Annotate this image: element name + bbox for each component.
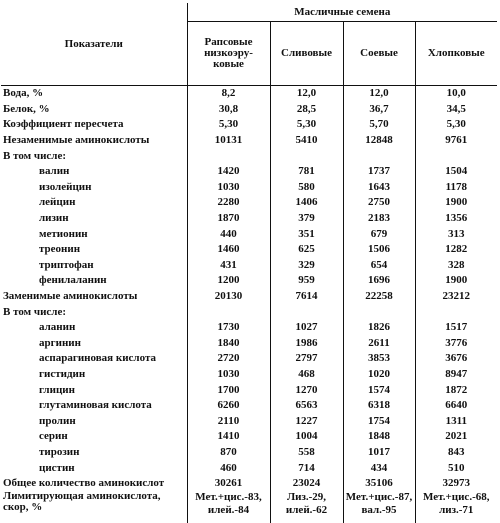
seed-group-header: Масличные семена [187,3,497,22]
row-value: 1643 [343,180,415,196]
row-value: 10131 [187,133,270,149]
row-value: 1848 [343,429,415,445]
row-value: 434 [343,460,415,476]
row-value [343,148,415,164]
row-value: 1020 [343,367,415,383]
row-value: 1506 [343,242,415,258]
row-value: 2797 [270,351,343,367]
column-header-soy: Соевые [343,22,415,86]
table-row [1,148,497,164]
table-body [1,86,497,523]
row-label: Лимитирующая аминокислота, скор, % [1,491,187,523]
row-value: 1027 [270,320,343,336]
table-row [1,133,497,149]
row-value: 1900 [415,273,497,289]
row-value [415,304,497,320]
row-value: 30261 [187,476,270,492]
row-value: 379 [270,211,343,227]
row-value: 34,5 [415,102,497,118]
table-row [1,382,497,398]
row-value: 1178 [415,180,497,196]
indicator-header: Показатели [1,3,187,86]
row-value: 12,0 [343,86,415,102]
table-row [1,445,497,461]
row-value: 6640 [415,398,497,414]
row-value: 2720 [187,351,270,367]
row-value: 12848 [343,133,415,149]
table-row [1,413,497,429]
row-value: 8947 [415,367,497,383]
table-row [1,273,497,289]
column-header-plum: Сливовые [270,22,343,86]
row-label: Вода, % [1,86,187,102]
row-value: 431 [187,258,270,274]
row-value: 1410 [187,429,270,445]
row-value: 1200 [187,273,270,289]
row-label: глицин [1,382,187,398]
table-row [1,289,497,305]
row-value: 1356 [415,211,497,227]
row-value: 1517 [415,320,497,336]
row-value: Мет.+цис.-87, вал.-95 [343,491,415,523]
row-value: 1420 [187,164,270,180]
row-value [343,304,415,320]
row-value: 1840 [187,336,270,352]
row-value: 351 [270,226,343,242]
row-value: 5,30 [270,117,343,133]
row-label: Коэффициент пересчета [1,117,187,133]
row-value: 959 [270,273,343,289]
row-value: 1270 [270,382,343,398]
row-value [187,148,270,164]
row-value: 5410 [270,133,343,149]
table-row [1,367,497,383]
row-label: аргинин [1,336,187,352]
row-value: 1460 [187,242,270,258]
row-label: В том числе: [1,148,187,164]
row-label: валин [1,164,187,180]
row-value [270,304,343,320]
row-label: аспарагиновая кислота [1,351,187,367]
table-row [1,304,497,320]
row-value: 9761 [415,133,497,149]
row-value: 1900 [415,195,497,211]
row-value: 5,30 [187,117,270,133]
row-label: В том числе: [1,304,187,320]
table-row-limiting [1,491,497,523]
table-row [1,320,497,336]
row-value: 3676 [415,351,497,367]
row-value: 313 [415,226,497,242]
row-value: 870 [187,445,270,461]
row-value: 5,30 [415,117,497,133]
row-value: Лиз.-29, илей.-62 [270,491,343,523]
row-value: 558 [270,445,343,461]
table-row [1,258,497,274]
table-row [1,102,497,118]
row-value: 1017 [343,445,415,461]
row-value: 1730 [187,320,270,336]
row-label: лейцин [1,195,187,211]
row-value: 6318 [343,398,415,414]
row-value: 1004 [270,429,343,445]
row-value: 1872 [415,382,497,398]
row-value: 1737 [343,164,415,180]
row-value: 679 [343,226,415,242]
table-row [1,476,497,492]
row-label: аланин [1,320,187,336]
row-label: гистидин [1,367,187,383]
row-label: Незаменимые аминокислоты [1,133,187,149]
table-row [1,429,497,445]
table-row [1,180,497,196]
table-row [1,336,497,352]
row-value: 12,0 [270,86,343,102]
row-value: 580 [270,180,343,196]
row-value: 1696 [343,273,415,289]
table-row [1,460,497,476]
row-value: 7614 [270,289,343,305]
row-label: глутаминовая кислота [1,398,187,414]
row-value: 2183 [343,211,415,227]
row-value: 1826 [343,320,415,336]
table-row [1,226,497,242]
row-value: 8,2 [187,86,270,102]
row-value: 3776 [415,336,497,352]
row-value: 625 [270,242,343,258]
row-label: тирозин [1,445,187,461]
table-row [1,351,497,367]
row-value: 22258 [343,289,415,305]
row-value: 1504 [415,164,497,180]
row-value: 714 [270,460,343,476]
row-label: фенилаланин [1,273,187,289]
table-row [1,164,497,180]
row-value: 36,7 [343,102,415,118]
row-value: 1574 [343,382,415,398]
row-value: 30,8 [187,102,270,118]
row-label: пролин [1,413,187,429]
column-header-rapeseed: Рапсовые низкоэру-ковые [187,22,270,86]
row-value: 1227 [270,413,343,429]
row-value: 23212 [415,289,497,305]
row-value: Мет.+цис.-68, лиз.-71 [415,491,497,523]
row-label: изолейцин [1,180,187,196]
row-value: 6260 [187,398,270,414]
row-value: 32973 [415,476,497,492]
row-value [187,304,270,320]
row-label: цистин [1,460,187,476]
row-value: 440 [187,226,270,242]
row-value: 1030 [187,180,270,196]
table-row [1,86,497,102]
column-header-cotton: Хлопковые [415,22,497,86]
row-value: 2110 [187,413,270,429]
table-row [1,117,497,133]
row-value: 843 [415,445,497,461]
row-value: 1754 [343,413,415,429]
row-value: 2021 [415,429,497,445]
row-value [270,148,343,164]
table-row [1,242,497,258]
row-label: лизин [1,211,187,227]
row-value: 5,70 [343,117,415,133]
row-value: 23024 [270,476,343,492]
row-label: метионин [1,226,187,242]
row-value: 460 [187,460,270,476]
row-value: 28,5 [270,102,343,118]
row-value: 510 [415,460,497,476]
row-value: 6563 [270,398,343,414]
table-row [1,211,497,227]
table-row [1,398,497,414]
row-value: 2280 [187,195,270,211]
row-label: Общее количество аминокислот [1,476,187,492]
row-label: серин [1,429,187,445]
row-value: 10,0 [415,86,497,102]
row-value [415,148,497,164]
row-value: 1406 [270,195,343,211]
row-label: треонин [1,242,187,258]
row-value: 3853 [343,351,415,367]
row-value: 2611 [343,336,415,352]
row-value: 329 [270,258,343,274]
row-value: 328 [415,258,497,274]
row-value: 1870 [187,211,270,227]
row-value: 1030 [187,367,270,383]
row-value: 35106 [343,476,415,492]
row-value: 1282 [415,242,497,258]
row-value: 1986 [270,336,343,352]
row-value: 20130 [187,289,270,305]
row-label: Заменимые аминокислоты [1,289,187,305]
row-value: 2750 [343,195,415,211]
row-value: 1311 [415,413,497,429]
row-value: Мет.+цис.-83, илей.-84 [187,491,270,523]
row-label: Белок, % [1,102,187,118]
row-value: 654 [343,258,415,274]
row-value: 1700 [187,382,270,398]
row-label: триптофан [1,258,187,274]
table-row [1,195,497,211]
row-value: 781 [270,164,343,180]
amino-acid-table [1,3,497,523]
row-value: 468 [270,367,343,383]
